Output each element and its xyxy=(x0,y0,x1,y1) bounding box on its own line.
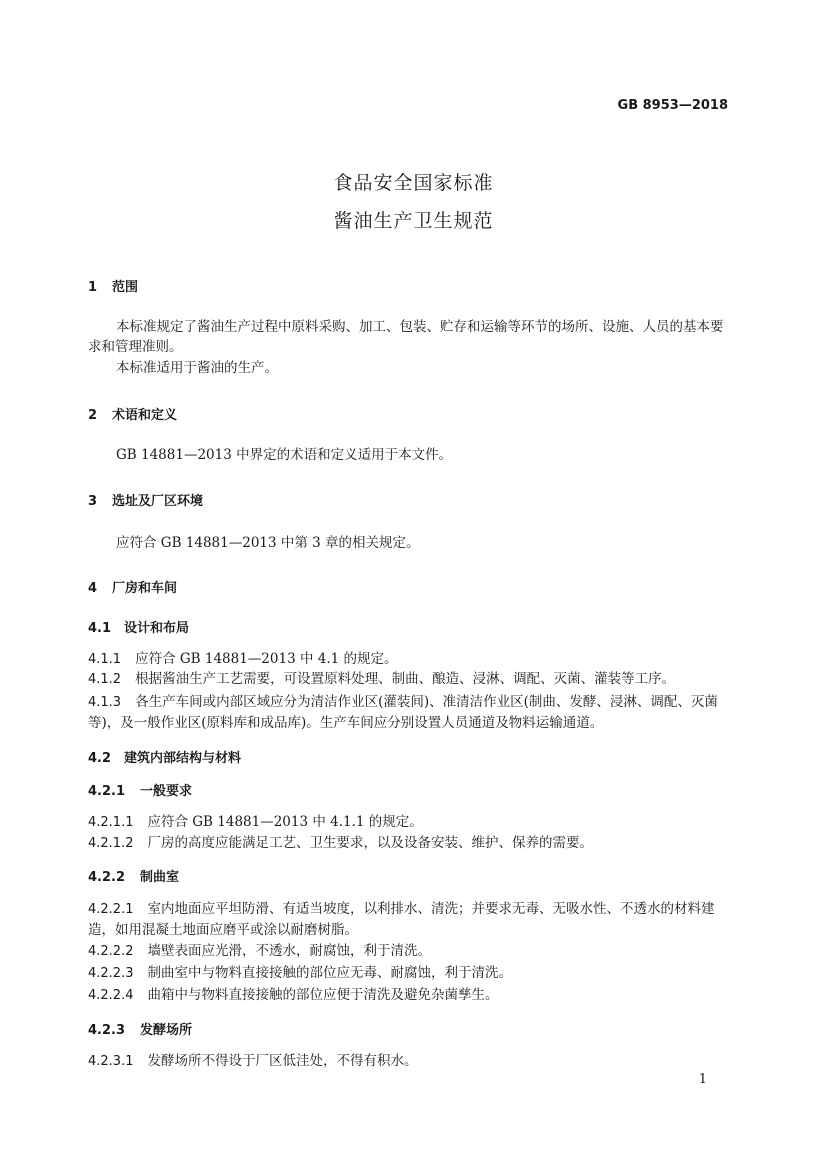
section-title: 设计和布局 xyxy=(124,621,190,636)
clause-number: 4.2.3.1 xyxy=(88,1054,134,1069)
section-3-heading xyxy=(88,490,203,509)
section-2-paragraph-1: GB 14881—2013 中界定的术语和定义适用于本文件。 xyxy=(116,447,453,463)
section-4-2-1-heading xyxy=(88,780,192,799)
section-title: 术语和定义 xyxy=(112,408,178,423)
clause-4-2-3-1 xyxy=(88,1051,728,1072)
section-title: 选址及厂区环境 xyxy=(112,494,204,509)
clause-4-2-1-2 xyxy=(88,833,728,854)
document-title: 食品安全国家标准 xyxy=(333,172,494,194)
section-title: 制曲室 xyxy=(140,870,180,885)
clause-number: 4.2.1.2 xyxy=(88,836,134,851)
section-4-2-3-heading xyxy=(88,1019,192,1038)
section-2-heading xyxy=(88,404,177,423)
clause-number: 4.2.2.4 xyxy=(88,988,134,1003)
section-number: 3 xyxy=(88,494,98,509)
clause-text: 应符合 GB 14881—2013 中 4.1 的规定。 xyxy=(135,651,398,667)
section-number: 4.2.1 xyxy=(88,784,126,799)
document-subtitle: 酱油生产卫生规范 xyxy=(333,210,494,232)
section-1-paragraph-2: 本标准适用于酱油的生产。 xyxy=(116,360,278,376)
clause-4-2-2-1 xyxy=(88,899,728,940)
clause-number: 4.2.1.1 xyxy=(88,815,134,830)
section-number: 4.2.2 xyxy=(88,870,126,885)
section-title: 一般要求 xyxy=(140,784,193,799)
clause-number: 4.1.3 xyxy=(88,695,122,710)
clause-text: 曲箱中与物料直接接触的部位应便于清洗及避免杂菌孳生。 xyxy=(147,987,499,1003)
clause-4-1-1 xyxy=(88,649,728,670)
clause-text: 根据酱油生产工艺需要，可设置原料处理、制曲、酿造、浸淋、调配、灭菌、灌装等工序。 xyxy=(135,671,676,687)
clause-number: 4.1.1 xyxy=(88,652,122,667)
clause-4-1-3 xyxy=(88,692,728,733)
section-4-1-heading xyxy=(88,617,189,636)
clause-text: 室内地面应平坦防滑、有适当坡度，以利排水、清洗；并要求无毒、无吸水性、不透水的材料建造，如用混凝土地面应磨平或涂以耐磨树脂。 xyxy=(88,901,715,938)
section-1-heading xyxy=(88,276,138,295)
clause-number: 4.2.2.2 xyxy=(88,944,134,959)
section-title: 发酵场所 xyxy=(140,1023,193,1038)
section-4-2-heading xyxy=(88,747,241,766)
clause-number: 4.2.2.3 xyxy=(88,966,134,981)
clause-number: 4.1.2 xyxy=(88,672,122,687)
clause-4-2-2-2 xyxy=(88,941,728,962)
standard-code: GB 8953—2018 xyxy=(617,98,728,113)
section-3-paragraph-1: 应符合 GB 14881—2013 中第 3 章的相关规定。 xyxy=(116,535,420,551)
clause-text: 应符合 GB 14881—2013 中 4.1.1 的规定。 xyxy=(147,814,423,830)
section-4-heading xyxy=(88,577,177,596)
section-number: 1 xyxy=(88,280,98,295)
clause-text: 墙壁表面应光滑，不透水，耐腐蚀，利于清洗。 xyxy=(147,943,431,959)
clause-4-1-2 xyxy=(88,669,728,690)
clause-4-2-1-1 xyxy=(88,812,728,833)
clause-4-2-2-3 xyxy=(88,963,728,984)
section-number: 4.1 xyxy=(88,621,112,636)
page-number: 1 xyxy=(698,1072,707,1087)
section-title: 范围 xyxy=(112,280,139,295)
clause-text: 发酵场所不得设于厂区低洼处，不得有积水。 xyxy=(147,1053,418,1069)
clause-text: 各生产车间或内部区域应分为清洁作业区(灌装间)、准清洁作业区(制曲、发酵、浸淋、调配、灭菌等)，及一般作业区(原料库和成品库)。生产车间应分别设置人员通道及物料运输通道。 xyxy=(88,694,718,731)
clause-text: 厂房的高度应能满足工艺、卫生要求，以及设备安装、维护、保养的需要。 xyxy=(147,835,593,851)
clause-text: 制曲室中与物料直接接触的部位应无毒、耐腐蚀，利于清洗。 xyxy=(147,965,512,981)
section-number: 2 xyxy=(88,408,98,423)
clause-4-2-2-4 xyxy=(88,985,728,1006)
clause-number: 4.2.2.1 xyxy=(88,902,134,917)
section-number: 4.2 xyxy=(88,751,112,766)
section-1-paragraph-1: 本标准规定了酱油生产过程中原料采购、加工、包装、贮存和运输等环节的场所、设施、人员的基本要求和管理准则。 xyxy=(88,319,724,355)
section-number: 4 xyxy=(88,581,98,596)
section-4-2-2-heading xyxy=(88,866,179,885)
section-title: 建筑内部结构与材料 xyxy=(124,751,242,766)
section-number: 4.2.3 xyxy=(88,1023,126,1038)
section-title: 厂房和车间 xyxy=(112,581,178,596)
